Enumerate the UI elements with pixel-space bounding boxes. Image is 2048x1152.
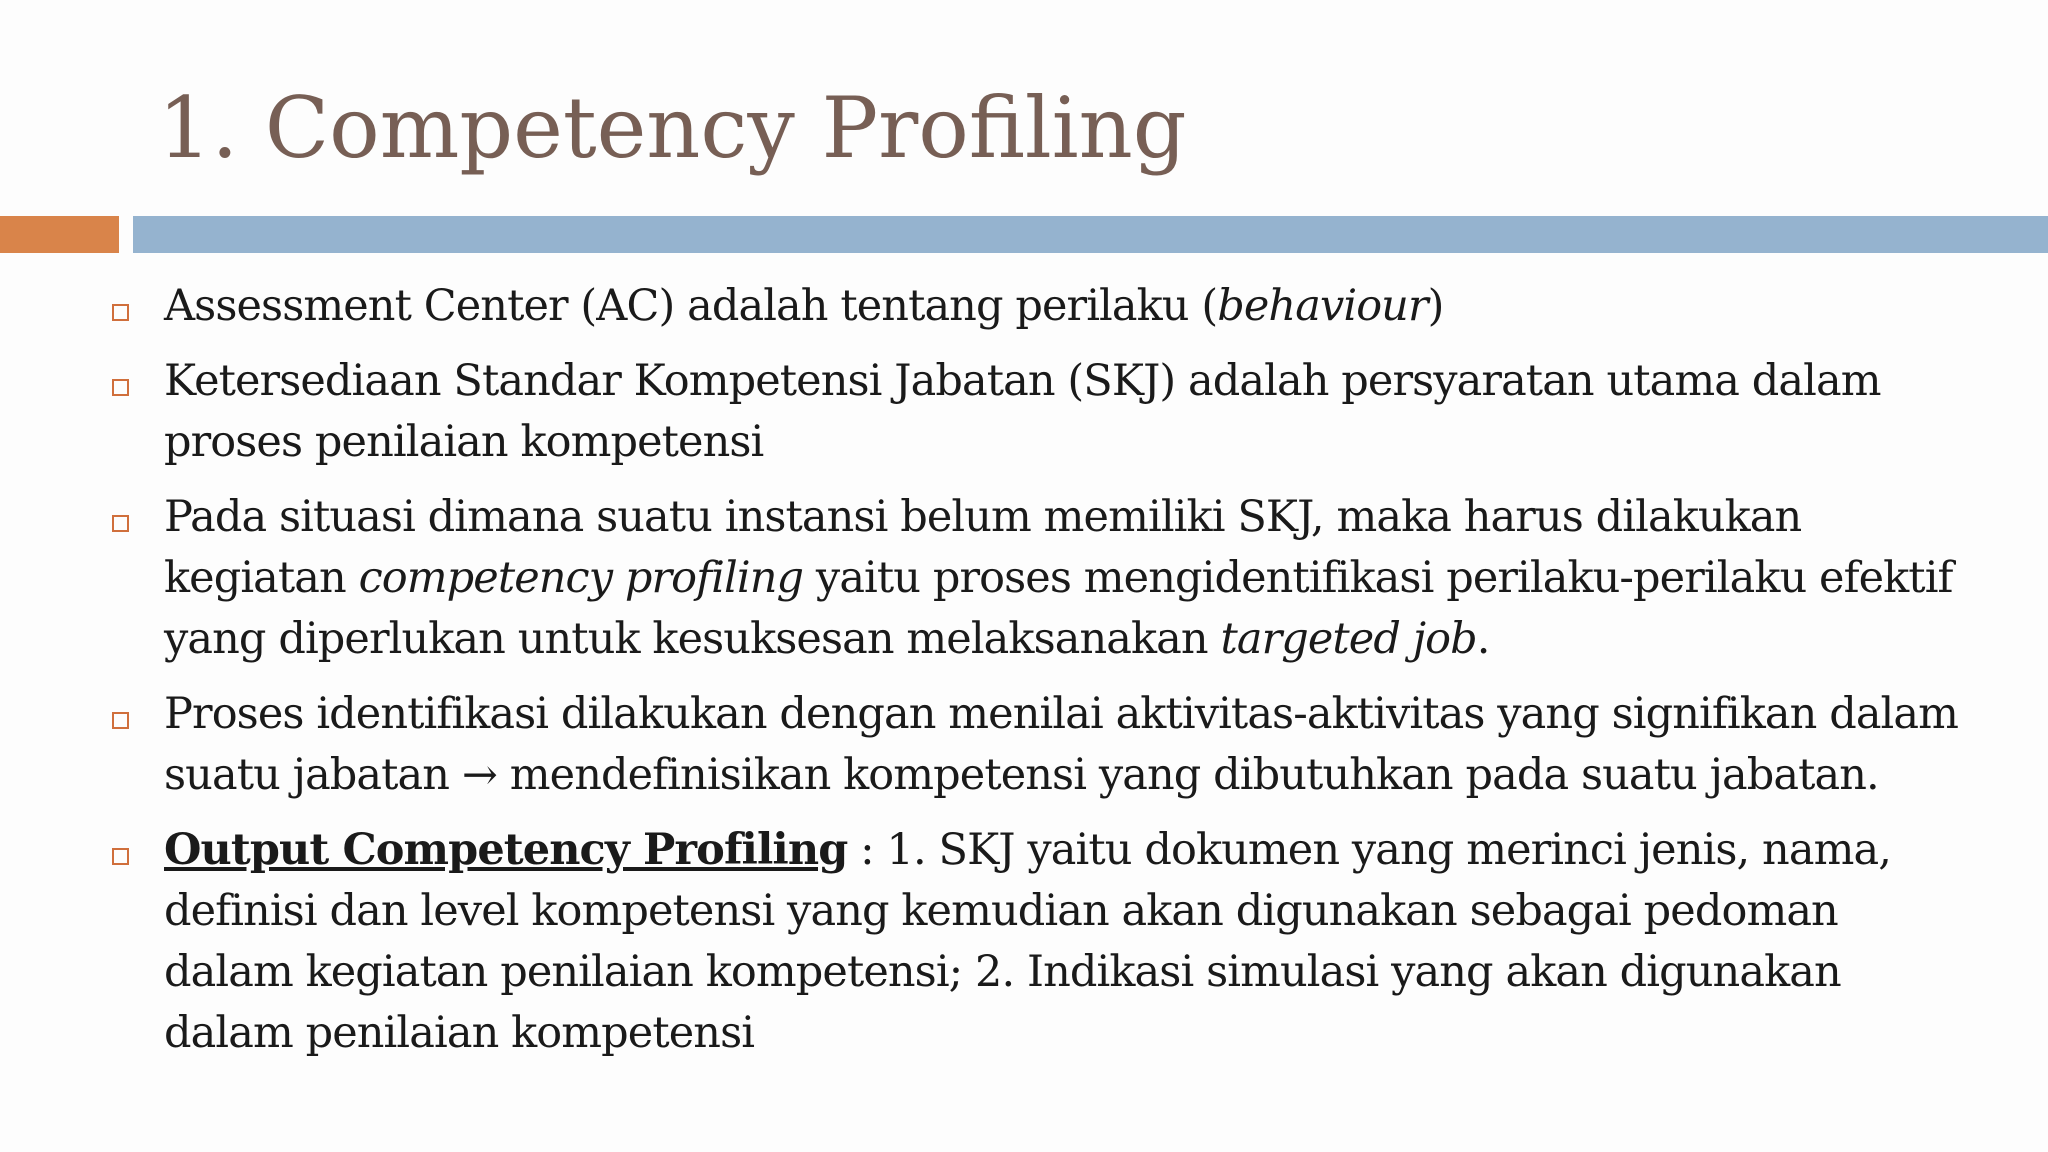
square-bullet-icon	[112, 848, 129, 865]
bullet-bold-heading: Output Competency Profiling	[164, 825, 848, 875]
bullet-item	[110, 276, 1960, 337]
arrow-right-icon: →	[461, 750, 497, 800]
bullet-italic-term: behaviour	[1217, 281, 1428, 331]
title-divider-bar	[133, 216, 2048, 253]
bullet-text: )	[1427, 281, 1444, 331]
square-bullet-icon	[112, 304, 129, 321]
square-bullet-icon	[112, 515, 129, 532]
bullet-item	[110, 684, 1960, 806]
bullet-list	[110, 276, 1960, 1078]
slide-title: 1. Competency Profiling	[158, 79, 1187, 177]
bullet-item	[110, 820, 1960, 1064]
bullet-italic-term: competency profiling	[358, 553, 804, 603]
bullet-text: Pada situasi dimana suatu instansi belum memiliki SKJ, maka harus dilakukan kegiatan	[164, 492, 1802, 603]
bullet-text: Proses identifikasi dilakukan dengan menilai aktivitas-aktivitas yang signifikan dalam suatu jabatan	[164, 689, 1959, 800]
square-bullet-icon	[112, 712, 129, 729]
bullet-italic-term: targeted job	[1220, 614, 1477, 664]
bullet-text: yaitu proses mengidentifikasi perilaku-perilaku efektif yang diperlukan untuk kesuksesan melaksanakan	[164, 553, 1953, 664]
title-accent-bar	[0, 216, 119, 253]
bullet-item	[110, 351, 1960, 473]
bullet-text: Ketersediaan Standar Kompetensi Jabatan (SKJ) adalah persyaratan utama dalam proses penilaian kompetensi	[164, 356, 1881, 467]
bullet-text: Assessment Center (AC) adalah tentang perilaku (	[164, 281, 1218, 331]
bullet-item	[110, 487, 1960, 670]
bullet-text: .	[1476, 614, 1490, 664]
bullet-text: : 1. SKJ yaitu dokumen yang merinci jenis, nama, definisi dan level kompetensi yang kemudian akan digunakan sebagai pedoman dalam kegiatan penilaian kompetensi; 2. Indikasi simulasi yang akan digunakan dalam penilaian kompetensi	[164, 825, 1891, 1058]
bullet-text: mendefinisikan kompetensi yang dibutuhkan pada suatu jabatan.	[497, 750, 1879, 800]
square-bullet-icon	[112, 379, 129, 396]
